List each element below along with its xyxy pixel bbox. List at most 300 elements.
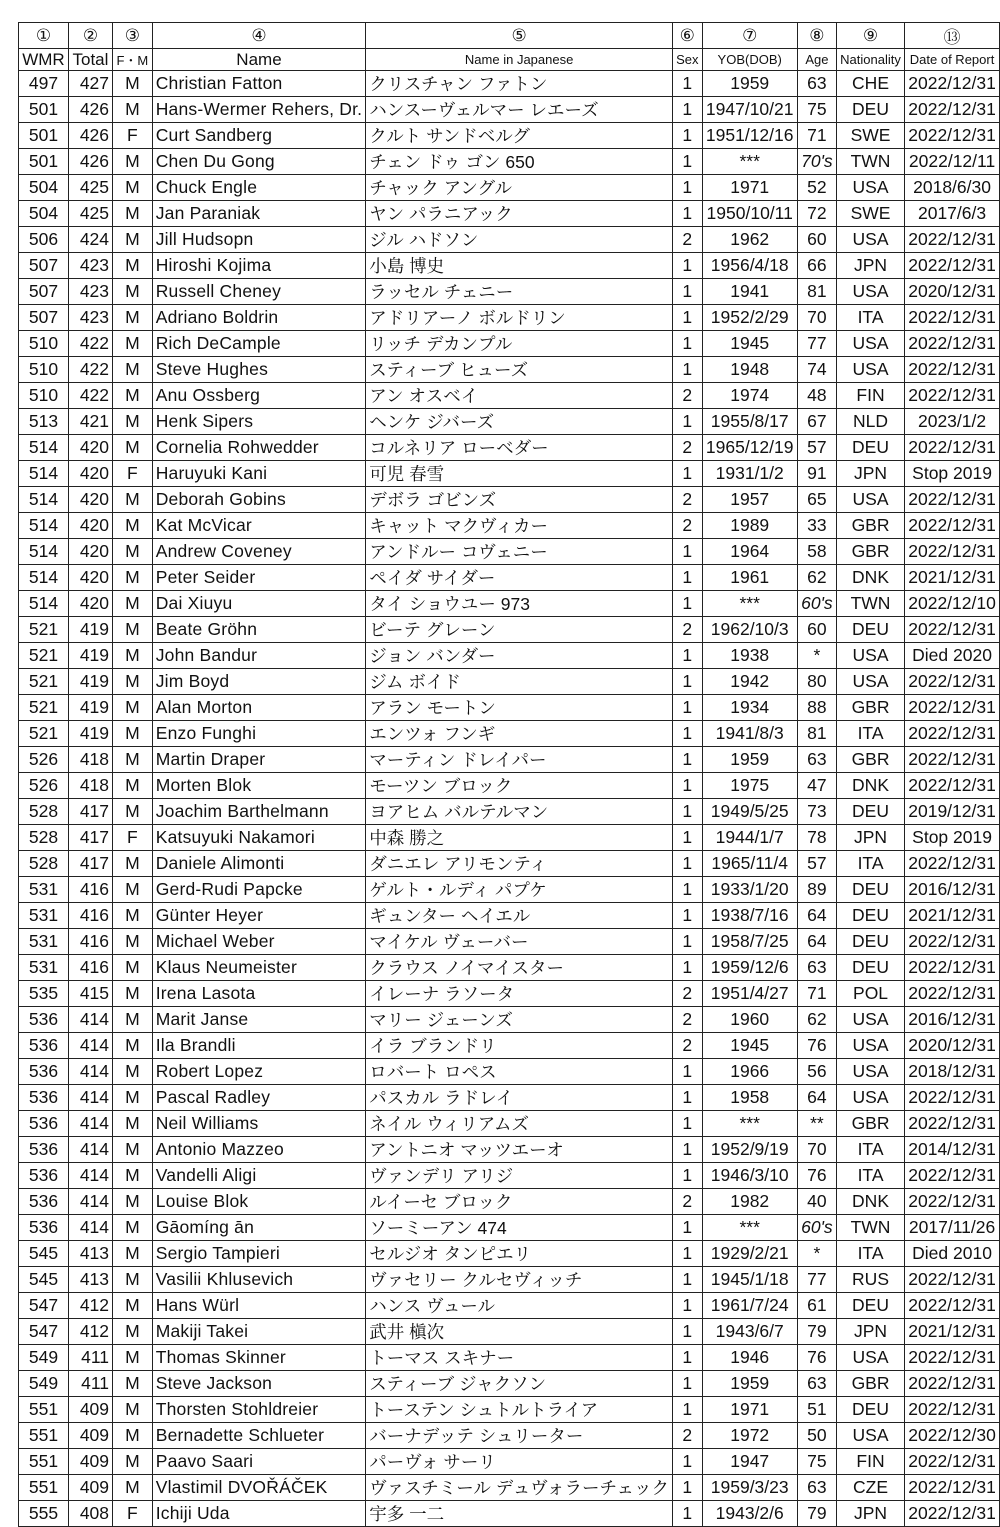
- name-cell: Klaus Neumeister: [152, 955, 366, 981]
- sex-cell: 1: [673, 357, 703, 383]
- fm-cell: M: [113, 695, 153, 721]
- report-date-cell: 2022/12/31: [905, 851, 1000, 877]
- sex-cell: 1: [673, 1319, 703, 1345]
- total-cell: 423: [68, 253, 112, 279]
- wmr-cell: 526: [19, 773, 69, 799]
- report-date-cell: 2022/12/31: [905, 1189, 1000, 1215]
- age-cell: 33: [797, 513, 836, 539]
- age-cell: 57: [797, 851, 836, 877]
- nationality-cell: DEU: [836, 799, 904, 825]
- wmr-cell: 536: [19, 1163, 69, 1189]
- fm-cell: M: [113, 1085, 153, 1111]
- japanese-name-cell: 中森 勝之: [366, 825, 673, 851]
- japanese-name-cell: 可児 春雪: [366, 461, 673, 487]
- fm-cell: M: [113, 1189, 153, 1215]
- wmr-cell: 507: [19, 279, 69, 305]
- japanese-name-cell: リッチ デカンプル: [366, 331, 673, 357]
- name-cell: Cornelia Rohwedder: [152, 435, 366, 461]
- report-date-cell: 2022/12/31: [905, 617, 1000, 643]
- table-row: [19, 175, 1000, 201]
- table-row: [19, 227, 1000, 253]
- name-cell: Rich DeCample: [152, 331, 366, 357]
- fm-cell: M: [113, 877, 153, 903]
- name-cell: Steve Jackson: [152, 1371, 366, 1397]
- sex-cell: 1: [673, 1397, 703, 1423]
- total-cell: 418: [68, 747, 112, 773]
- fm-cell: M: [113, 1267, 153, 1293]
- japanese-name-cell: マリー ジェーンズ: [366, 1007, 673, 1033]
- japanese-name-cell: ハンスーヴェルマー レエーズ: [366, 97, 673, 123]
- age-cell: 57: [797, 435, 836, 461]
- sex-cell: 1: [673, 1267, 703, 1293]
- sex-cell: 1: [673, 669, 703, 695]
- yob-cell: 1929/2/21: [702, 1241, 797, 1267]
- total-cell: 416: [68, 929, 112, 955]
- name-cell: Hans Würl: [152, 1293, 366, 1319]
- total-cell: 414: [68, 1085, 112, 1111]
- name-cell: Enzo Funghi: [152, 721, 366, 747]
- col-number: ②: [68, 23, 112, 49]
- report-date-cell: 2022/12/31: [905, 435, 1000, 461]
- table-row: [19, 71, 1000, 97]
- header-date-of-report: Date of Report: [905, 49, 1000, 71]
- age-cell: 56: [797, 1059, 836, 1085]
- nationality-cell: USA: [836, 279, 904, 305]
- total-cell: 427: [68, 71, 112, 97]
- yob-cell: 1958/7/25: [702, 929, 797, 955]
- yob-cell: 1941: [702, 279, 797, 305]
- total-cell: 419: [68, 669, 112, 695]
- age-cell: 74: [797, 357, 836, 383]
- report-date-cell: 2016/12/31: [905, 1007, 1000, 1033]
- fm-cell: M: [113, 929, 153, 955]
- name-cell: Curt Sandberg: [152, 123, 366, 149]
- total-cell: 414: [68, 1033, 112, 1059]
- total-cell: 412: [68, 1319, 112, 1345]
- sex-cell: 1: [673, 903, 703, 929]
- sex-cell: 1: [673, 201, 703, 227]
- wmr-cell: 510: [19, 331, 69, 357]
- table-row: [19, 1397, 1000, 1423]
- fm-cell: M: [113, 1111, 153, 1137]
- age-cell: 89: [797, 877, 836, 903]
- wmr-cell: 551: [19, 1423, 69, 1449]
- fm-cell: F: [113, 1501, 153, 1527]
- age-cell: 63: [797, 1475, 836, 1501]
- japanese-name-cell: ロバート ロペス: [366, 1059, 673, 1085]
- wmr-cell: 536: [19, 1215, 69, 1241]
- total-cell: 419: [68, 695, 112, 721]
- wmr-cell: 547: [19, 1293, 69, 1319]
- age-cell: 81: [797, 279, 836, 305]
- report-date-cell: 2022/12/30: [905, 1423, 1000, 1449]
- yob-cell: 1971: [702, 1397, 797, 1423]
- sex-cell: 1: [673, 565, 703, 591]
- fm-cell: M: [113, 773, 153, 799]
- name-cell: Henk Sipers: [152, 409, 366, 435]
- nationality-cell: DEU: [836, 1397, 904, 1423]
- age-cell: 61: [797, 1293, 836, 1319]
- yob-cell: 1946: [702, 1345, 797, 1371]
- wmr-cell: 536: [19, 1059, 69, 1085]
- japanese-name-cell: ジョン バンダー: [366, 643, 673, 669]
- wmr-cell: 536: [19, 1007, 69, 1033]
- total-cell: 419: [68, 617, 112, 643]
- fm-cell: M: [113, 149, 153, 175]
- sex-cell: 1: [673, 1059, 703, 1085]
- header-wmr: WMR: [19, 49, 69, 71]
- sex-cell: 1: [673, 851, 703, 877]
- name-cell: Gāomíng ān: [152, 1215, 366, 1241]
- total-cell: 420: [68, 565, 112, 591]
- yob-cell: 1938: [702, 643, 797, 669]
- nationality-cell: ITA: [836, 305, 904, 331]
- table-row: [19, 1189, 1000, 1215]
- sex-cell: 1: [673, 773, 703, 799]
- japanese-name-cell: ヴァセリー クルセヴィッチ: [366, 1267, 673, 1293]
- japanese-name-cell: ラッセル チェニー: [366, 279, 673, 305]
- report-date-cell: 2022/12/31: [905, 669, 1000, 695]
- age-cell: 76: [797, 1163, 836, 1189]
- yob-cell: 1962: [702, 227, 797, 253]
- wmr-cell: 521: [19, 617, 69, 643]
- nationality-cell: USA: [836, 357, 904, 383]
- sex-cell: 1: [673, 1163, 703, 1189]
- wmr-cell: 521: [19, 669, 69, 695]
- wmr-cell: 536: [19, 1137, 69, 1163]
- nationality-cell: POL: [836, 981, 904, 1007]
- report-date-cell: 2022/12/31: [905, 97, 1000, 123]
- japanese-name-cell: アドリアーノ ボルドリン: [366, 305, 673, 331]
- japanese-name-cell: ヴァスチミール デュヴォラーチェック: [366, 1475, 673, 1501]
- yob-cell: 1945: [702, 331, 797, 357]
- table-row: [19, 1475, 1000, 1501]
- yob-cell: 1961/7/24: [702, 1293, 797, 1319]
- japanese-name-cell: スティーブ ヒューズ: [366, 357, 673, 383]
- name-cell: Morten Blok: [152, 773, 366, 799]
- column-header-row: [19, 49, 1000, 71]
- table-row: [19, 1319, 1000, 1345]
- age-cell: 50: [797, 1423, 836, 1449]
- fm-cell: M: [113, 981, 153, 1007]
- age-cell: 80: [797, 669, 836, 695]
- fm-cell: M: [113, 669, 153, 695]
- wmr-cell: 521: [19, 643, 69, 669]
- nationality-cell: DEU: [836, 877, 904, 903]
- table-row: [19, 1137, 1000, 1163]
- name-cell: Gerd-Rudi Papcke: [152, 877, 366, 903]
- yob-cell: 1964: [702, 539, 797, 565]
- nationality-cell: NLD: [836, 409, 904, 435]
- age-cell: 70: [797, 1137, 836, 1163]
- name-cell: Paavo Saari: [152, 1449, 366, 1475]
- age-cell: 67: [797, 409, 836, 435]
- age-cell: 78: [797, 825, 836, 851]
- japanese-name-cell: チェン ドゥ ゴン 650: [366, 149, 673, 175]
- report-date-cell: 2022/12/31: [905, 747, 1000, 773]
- table-row: [19, 1501, 1000, 1527]
- name-cell: Makiji Takei: [152, 1319, 366, 1345]
- yob-cell: 1965/11/4: [702, 851, 797, 877]
- age-cell: 76: [797, 1033, 836, 1059]
- age-cell: 63: [797, 747, 836, 773]
- name-cell: Peter Seider: [152, 565, 366, 591]
- nationality-cell: ITA: [836, 1241, 904, 1267]
- total-cell: 408: [68, 1501, 112, 1527]
- report-date-cell: 2020/12/31: [905, 1033, 1000, 1059]
- total-cell: 409: [68, 1397, 112, 1423]
- age-cell: 40: [797, 1189, 836, 1215]
- fm-cell: M: [113, 903, 153, 929]
- table-row: [19, 955, 1000, 981]
- table-row: [19, 721, 1000, 747]
- nationality-cell: TWN: [836, 1215, 904, 1241]
- japanese-name-cell: アン オスベイ: [366, 383, 673, 409]
- name-cell: Ichiji Uda: [152, 1501, 366, 1527]
- age-cell: **: [797, 1111, 836, 1137]
- yob-cell: 1966: [702, 1059, 797, 1085]
- yob-cell: 1959: [702, 747, 797, 773]
- sex-cell: 1: [673, 1345, 703, 1371]
- table-row: [19, 747, 1000, 773]
- japanese-name-cell: マーティン ドレイパー: [366, 747, 673, 773]
- wmr-cell: 536: [19, 1033, 69, 1059]
- total-cell: 412: [68, 1293, 112, 1319]
- sex-cell: 1: [673, 305, 703, 331]
- nationality-cell: JPN: [836, 1501, 904, 1527]
- col-number: ④: [152, 23, 366, 49]
- nationality-cell: ITA: [836, 721, 904, 747]
- report-date-cell: 2022/12/31: [905, 487, 1000, 513]
- yob-cell: 1931/1/2: [702, 461, 797, 487]
- total-cell: 414: [68, 1059, 112, 1085]
- wmr-cell: 549: [19, 1371, 69, 1397]
- japanese-name-cell: ギュンター ヘイエル: [366, 903, 673, 929]
- japanese-name-cell: デボラ ゴビンズ: [366, 487, 673, 513]
- name-cell: Bernadette Schlueter: [152, 1423, 366, 1449]
- report-date-cell: Died 2010: [905, 1241, 1000, 1267]
- table-row: [19, 565, 1000, 591]
- report-date-cell: 2022/12/31: [905, 305, 1000, 331]
- table-row: [19, 1241, 1000, 1267]
- total-cell: 417: [68, 851, 112, 877]
- wmr-cell: 521: [19, 721, 69, 747]
- total-cell: 422: [68, 383, 112, 409]
- report-date-cell: 2022/12/31: [905, 1345, 1000, 1371]
- name-cell: Marit Janse: [152, 1007, 366, 1033]
- nationality-cell: GBR: [836, 1111, 904, 1137]
- sex-cell: 2: [673, 1189, 703, 1215]
- sex-cell: 1: [673, 929, 703, 955]
- japanese-name-cell: ジム ボイド: [366, 669, 673, 695]
- name-cell: Vasilii Khlusevich: [152, 1267, 366, 1293]
- total-cell: 426: [68, 149, 112, 175]
- table-row: [19, 773, 1000, 799]
- table-row: [19, 1033, 1000, 1059]
- nationality-cell: DEU: [836, 97, 904, 123]
- name-cell: Ila Brandli: [152, 1033, 366, 1059]
- report-date-cell: 2022/12/11: [905, 149, 1000, 175]
- table-row: [19, 357, 1000, 383]
- nationality-cell: RUS: [836, 1267, 904, 1293]
- report-date-cell: 2020/12/31: [905, 279, 1000, 305]
- nationality-cell: GBR: [836, 513, 904, 539]
- age-cell: 91: [797, 461, 836, 487]
- wmr-cell: 531: [19, 877, 69, 903]
- age-cell: *: [797, 643, 836, 669]
- fm-cell: M: [113, 1215, 153, 1241]
- sex-cell: 2: [673, 1007, 703, 1033]
- age-cell: 81: [797, 721, 836, 747]
- japanese-name-cell: ヴァンデリ アリジ: [366, 1163, 673, 1189]
- fm-cell: F: [113, 123, 153, 149]
- total-cell: 411: [68, 1371, 112, 1397]
- wmr-cell: 504: [19, 201, 69, 227]
- table-row: [19, 929, 1000, 955]
- yob-cell: 1982: [702, 1189, 797, 1215]
- total-cell: 420: [68, 461, 112, 487]
- age-cell: 63: [797, 955, 836, 981]
- nationality-cell: USA: [836, 1007, 904, 1033]
- age-cell: 75: [797, 97, 836, 123]
- yob-cell: 1975: [702, 773, 797, 799]
- wmr-cell: 536: [19, 1085, 69, 1111]
- yob-cell: 1960: [702, 1007, 797, 1033]
- name-cell: Haruyuki Kani: [152, 461, 366, 487]
- nationality-cell: GBR: [836, 695, 904, 721]
- col-number: ⑨: [836, 23, 904, 49]
- report-date-cell: 2022/12/31: [905, 695, 1000, 721]
- nationality-cell: USA: [836, 175, 904, 201]
- name-cell: Steve Hughes: [152, 357, 366, 383]
- sex-cell: 1: [673, 747, 703, 773]
- sex-cell: 1: [673, 721, 703, 747]
- name-cell: Antonio Mazzeo: [152, 1137, 366, 1163]
- japanese-name-cell: ビーテ グレーン: [366, 617, 673, 643]
- wmr-cell: 551: [19, 1475, 69, 1501]
- japanese-name-cell: ソーミーアン 474: [366, 1215, 673, 1241]
- report-date-cell: 2022/12/31: [905, 253, 1000, 279]
- sex-cell: 1: [673, 1111, 703, 1137]
- name-cell: Vlastimil DVOŘÁČEK: [152, 1475, 366, 1501]
- table-row: [19, 1085, 1000, 1111]
- wmr-cell: 501: [19, 97, 69, 123]
- col-number: ⑥: [673, 23, 703, 49]
- yob-cell: 1947/10/21: [702, 97, 797, 123]
- japanese-name-cell: イレーナ ラソータ: [366, 981, 673, 1007]
- fm-cell: M: [113, 799, 153, 825]
- sex-cell: 2: [673, 513, 703, 539]
- nationality-cell: JPN: [836, 461, 904, 487]
- total-cell: 409: [68, 1475, 112, 1501]
- col-number: ⑦: [702, 23, 797, 49]
- nationality-cell: DNK: [836, 565, 904, 591]
- table-row: [19, 539, 1000, 565]
- age-cell: 65: [797, 487, 836, 513]
- nationality-cell: ITA: [836, 851, 904, 877]
- table-row: [19, 279, 1000, 305]
- fm-cell: M: [113, 487, 153, 513]
- fm-cell: M: [113, 1137, 153, 1163]
- report-date-cell: 2019/12/31: [905, 799, 1000, 825]
- fm-cell: M: [113, 1163, 153, 1189]
- nationality-cell: USA: [836, 487, 904, 513]
- fm-cell: M: [113, 253, 153, 279]
- yob-cell: 1945: [702, 1033, 797, 1059]
- name-cell: Joachim Barthelmann: [152, 799, 366, 825]
- report-date-cell: 2018/12/31: [905, 1059, 1000, 1085]
- name-cell: Beate Gröhn: [152, 617, 366, 643]
- fm-cell: M: [113, 97, 153, 123]
- age-cell: 70: [797, 305, 836, 331]
- ranking-table: [18, 22, 1000, 1527]
- table-row: [19, 201, 1000, 227]
- total-cell: 423: [68, 305, 112, 331]
- fm-cell: M: [113, 357, 153, 383]
- wmr-cell: 526: [19, 747, 69, 773]
- report-date-cell: Stop 2019: [905, 461, 1000, 487]
- total-cell: 420: [68, 487, 112, 513]
- wmr-cell: 531: [19, 929, 69, 955]
- wmr-cell: 536: [19, 1189, 69, 1215]
- table-row: [19, 851, 1000, 877]
- fm-cell: M: [113, 1007, 153, 1033]
- table-row: [19, 981, 1000, 1007]
- age-cell: 62: [797, 565, 836, 591]
- age-cell: 73: [797, 799, 836, 825]
- name-cell: Vandelli Aligi: [152, 1163, 366, 1189]
- japanese-name-cell: イラ ブランドリ: [366, 1033, 673, 1059]
- total-cell: 416: [68, 903, 112, 929]
- yob-cell: 1961: [702, 565, 797, 591]
- fm-cell: M: [113, 1397, 153, 1423]
- nationality-cell: USA: [836, 1059, 904, 1085]
- sex-cell: 1: [673, 825, 703, 851]
- table-row: [19, 1007, 1000, 1033]
- age-cell: 72: [797, 201, 836, 227]
- name-cell: Andrew Coveney: [152, 539, 366, 565]
- name-cell: Jan Paraniak: [152, 201, 366, 227]
- sex-cell: 1: [673, 1449, 703, 1475]
- fm-cell: M: [113, 71, 153, 97]
- wmr-cell: 545: [19, 1267, 69, 1293]
- total-cell: 417: [68, 799, 112, 825]
- col-number: ③: [113, 23, 153, 49]
- age-cell: 64: [797, 1085, 836, 1111]
- name-cell: Chen Du Gong: [152, 149, 366, 175]
- nationality-cell: USA: [836, 227, 904, 253]
- report-date-cell: 2022/12/31: [905, 1397, 1000, 1423]
- sex-cell: 1: [673, 695, 703, 721]
- sex-cell: 2: [673, 487, 703, 513]
- wmr-cell: 510: [19, 383, 69, 409]
- japanese-name-cell: ヘンケ ジバーズ: [366, 409, 673, 435]
- report-date-cell: 2021/12/31: [905, 1319, 1000, 1345]
- japanese-name-cell: 宇多 一二: [366, 1501, 673, 1527]
- col-number: ⑧: [797, 23, 836, 49]
- name-cell: Deborah Gobins: [152, 487, 366, 513]
- age-cell: 76: [797, 1345, 836, 1371]
- total-cell: 417: [68, 825, 112, 851]
- table-row: [19, 903, 1000, 929]
- fm-cell: M: [113, 1033, 153, 1059]
- fm-cell: M: [113, 383, 153, 409]
- wmr-cell: 528: [19, 825, 69, 851]
- table-body: [19, 71, 1000, 1527]
- age-cell: 66: [797, 253, 836, 279]
- report-date-cell: 2021/12/31: [905, 565, 1000, 591]
- age-cell: 64: [797, 929, 836, 955]
